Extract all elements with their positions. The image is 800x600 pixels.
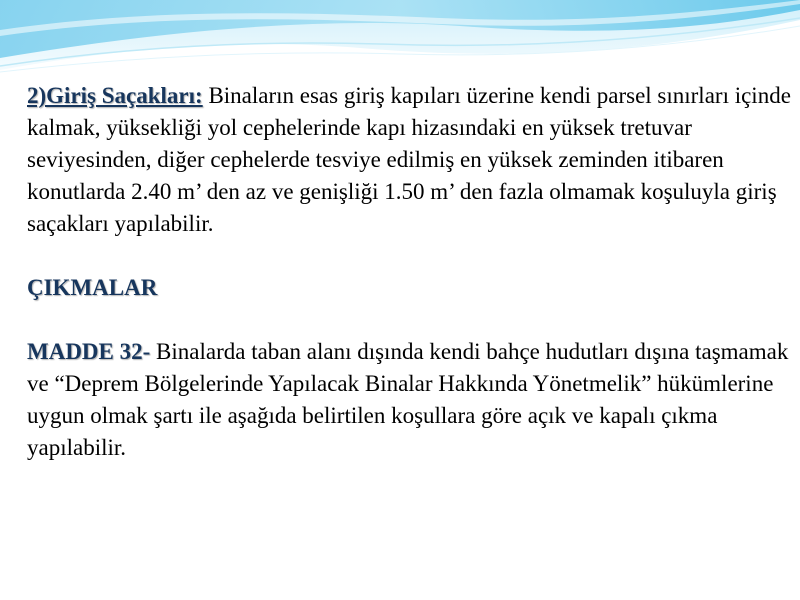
text-giris-sacaklari: Binaların esas giriş kapıları üzerine kendi parsel sınırları içinde kalmak, yüksekliği yol cephelerinde kapı hizasındaki en yüksek tretuvar seviyesinden, diğer cephelerde tesviye edilmiş en yüksek zeminden itibaren konutlarda 2.40 m’ den az ve genişliği 1.50 m’ den fazla olmamak koşuluyla giriş saçakları yapılabilir. bbox=[27, 83, 791, 236]
heading-giris-sacaklari: 2)Giriş Saçakları: bbox=[27, 83, 203, 108]
decorative-wave-header bbox=[0, 0, 800, 90]
heading-madde-32: MADDE 32- bbox=[27, 339, 151, 364]
blank-line bbox=[27, 304, 797, 336]
blank-line bbox=[27, 240, 797, 272]
section-title-cikmalar: ÇIKMALAR bbox=[27, 275, 158, 300]
paragraph-madde-32 bbox=[27, 336, 797, 464]
slide-content bbox=[27, 80, 797, 464]
text-madde-32: Binalarda taban alanı dışında kendi bahçe hudutları dışına taşmamak ve “Deprem Bölgelerinde Yapılacak Binalar Hakkında Yönetmelik” hükümlerine uygun olmak şartı ile aşağıda belirtilen koşullara göre açık ve kapalı çıkma yapılabilir. bbox=[27, 339, 789, 460]
paragraph-giris-sacaklari bbox=[27, 80, 797, 240]
